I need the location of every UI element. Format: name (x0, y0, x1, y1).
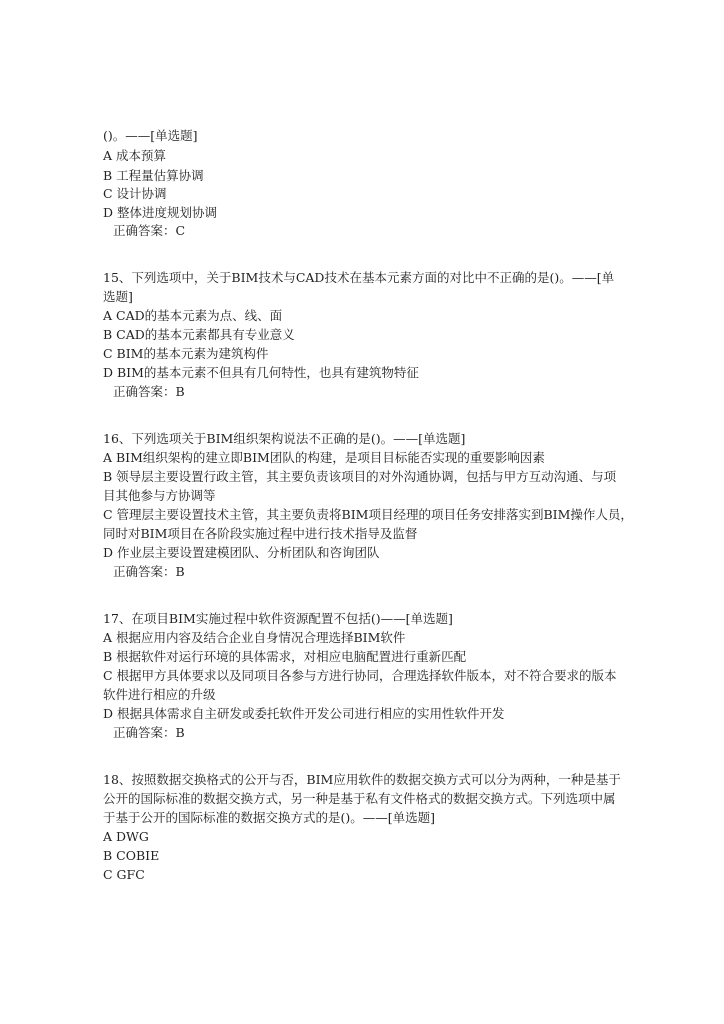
q17-option-c-line2: 软件进行相应的升级 (103, 687, 216, 702)
q18-stem-line3: 于基于公开的国际标准的数据交换方式的是()。——[单选题] (103, 810, 436, 825)
q17-option-d: D 根据具体需求自主研发或委托软件开发公司进行相应的实用性软件开发 (103, 706, 505, 721)
q16-option-d: D 作业层主要设置建模团队、分析团队和咨询团队 (103, 545, 380, 560)
q17-answer: 正确答案：B (113, 725, 185, 740)
q17-option-a: A 根据应用内容及结合企业自身情况合理选择BIM软件 (103, 630, 406, 645)
q17-option-b: B 根据软件对运行环境的具体需求，对相应电脑配置进行重新匹配 (103, 649, 467, 664)
q14-stem: ()。——[单选题] (103, 128, 198, 143)
q18-option-c: C GFC (103, 867, 145, 882)
q16-stem: 16、下列选项关于BIM组织架构说法不正确的是()。——[单选题] (103, 431, 466, 446)
q15-option-d: D BIM的基本元素不但具有几何特性，也具有建筑物特征 (103, 365, 419, 380)
q15-option-a: A CAD的基本元素为点、线、面 (103, 308, 283, 323)
q14-option-d: D 整体进度规划协调 (103, 205, 217, 220)
q18-option-a: A DWG (103, 829, 149, 844)
q18-option-b: B COBIE (103, 848, 160, 863)
q15-answer: 正确答案：B (113, 384, 185, 399)
q15-option-c: C BIM的基本元素为建筑构件 (103, 346, 269, 361)
q14-answer: 正确答案：C (113, 223, 186, 238)
q18-stem-line1: 18、按照数据交换格式的公开与否，BIM应用软件的数据交换方式可以分为两种，一种是基于 (103, 772, 621, 787)
q15-stem-line1: 15、下列选项中，关于BIM技术与CAD技术在基本元素方面的对比中不正确的是()。——[单 (103, 270, 615, 285)
q14-option-b: B 工程量估算协调 (103, 168, 204, 183)
q16-option-c-line2: 同时对BIM项目在各阶段实施过程中进行技术指导及监督 (103, 526, 418, 541)
q16-option-b-line1: B 领导层主要设置行政主管，其主要负责该项目的对外沟通协调，包括与甲方互动沟通、与项 (103, 469, 617, 484)
q15-stem-line2: 选题] (103, 289, 133, 304)
q14-option-a: A 成本预算 (103, 148, 167, 163)
q16-option-c-line1: C 管理层主要设置技术主管，其主要负责将BIM项目经理的项目任务安排落实到BIM操作人员， (103, 507, 633, 522)
q16-option-b-line2: 目其他参与方协调等 (103, 488, 216, 503)
q16-option-a: A BIM组织架构的建立即BIM团队的构建，是项目目标能否实现的重要影响因素 (103, 450, 545, 465)
q16-answer: 正确答案：B (113, 564, 185, 579)
q17-stem: 17、在项目BIM实施过程中软件资源配置不包括()——[单选题] (103, 611, 453, 626)
q15-option-b: B CAD的基本元素都具有专业意义 (103, 327, 295, 342)
q17-option-c-line1: C 根据甲方具体要求以及同项目各参与方进行协同，合理选择软件版本，对不符合要求的版本 (103, 668, 617, 683)
q14-option-c: C 设计协调 (103, 186, 167, 201)
q18-stem-line2: 公开的国际标准的数据交换方式，另一种是基于私有文件格式的数据交换方式。下列选项中属 (103, 791, 616, 806)
